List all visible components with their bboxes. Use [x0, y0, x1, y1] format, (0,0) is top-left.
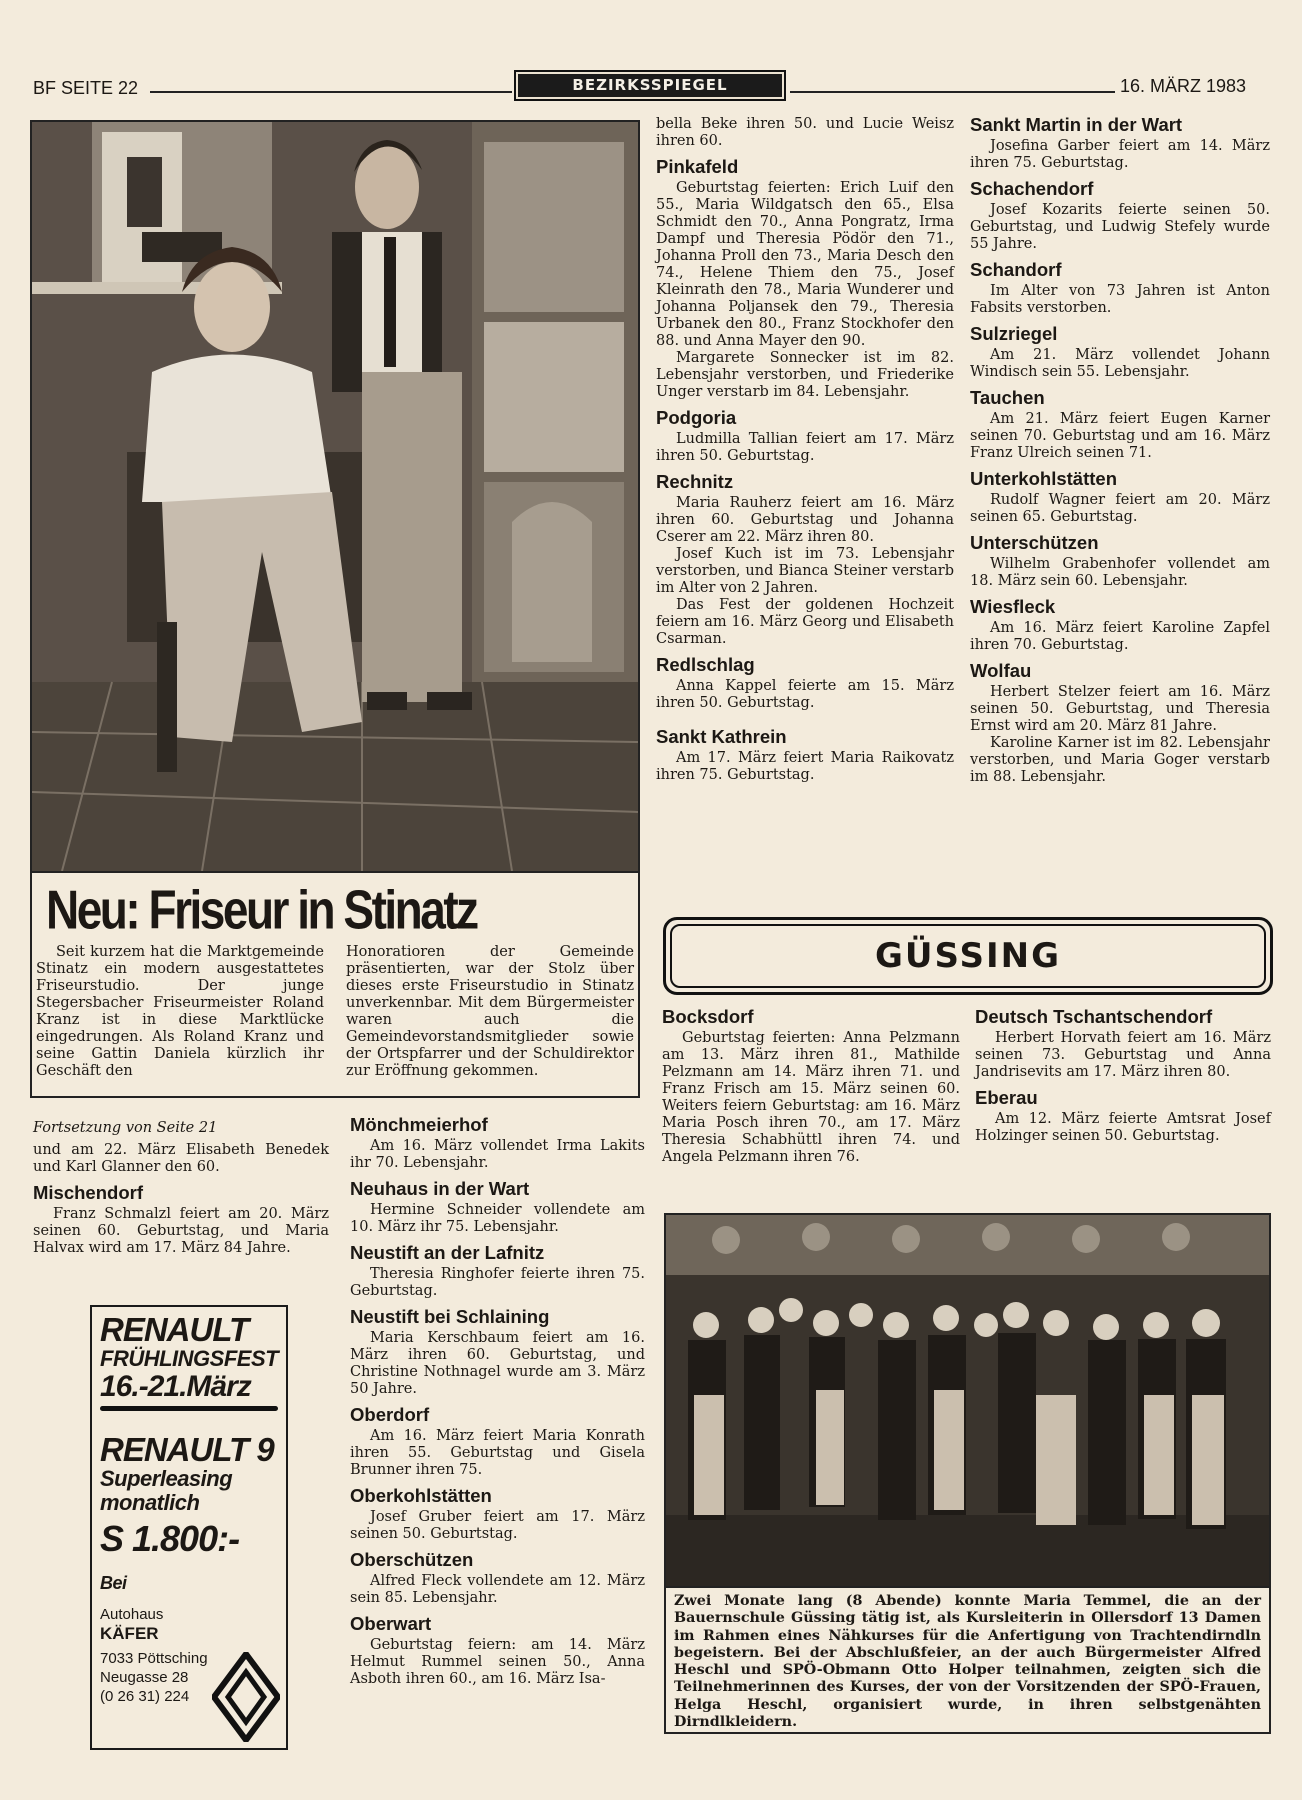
location-heading: Mischendorf: [33, 1182, 143, 1203]
location-heading: Sulzriegel: [970, 323, 1058, 344]
column-left-bottom: [33, 1142, 329, 1257]
ad-model: RENAULT 9: [100, 1431, 274, 1468]
ad-dates: 16.-21.März: [100, 1370, 251, 1403]
text: Maria Kerschbaum feiert am 16. März ihren 60. Geburtstag, und Christine Nothnagel wurde am 3. März 50 Jahre.: [350, 1330, 645, 1397]
text: Am 16. März vollendet Irma Lakits ihr 70. Lebensjahr.: [350, 1138, 645, 1171]
ad-offer: Superleasing: [100, 1466, 233, 1491]
location-heading: Sankt Kathrein: [656, 726, 787, 747]
continuation-note: Fortsetzung von Seite 21: [33, 1120, 218, 1136]
feature-headline: Neu: Friseur in Stinatz: [46, 879, 477, 941]
guessing-title: GÜSSING: [670, 924, 1266, 988]
text: Anna Kappel feierte am 15. März ihren 50. Geburtstag.: [656, 678, 954, 711]
location-heading: Bocksdorf: [662, 1006, 754, 1027]
section-banner: [514, 70, 786, 101]
header-rule-left: [150, 91, 512, 93]
text: Am 21. März feiert Eugen Karner seinen 70. Geburtstag und am 16. März Franz Ulreich seinen 71.: [970, 411, 1270, 461]
location-heading: Oberschützen: [350, 1549, 474, 1570]
location-heading: Wolfau: [970, 660, 1032, 681]
renault-advertisement: [90, 1305, 288, 1750]
text: Josefina Garber feiert am 14. März ihren 75. Geburtstag.: [970, 138, 1270, 171]
location-heading: Podgoria: [656, 407, 737, 428]
text: Herbert Horvath feiert am 16. März seinen 73. Geburtstag und Anna Jandrisevits am 17. März ihren 80.: [975, 1030, 1271, 1080]
text: Alfred Fleck vollendete am 12. März sein 85. Lebensjahr.: [350, 1573, 645, 1606]
ad-brand: RENAULT: [100, 1311, 249, 1348]
location-heading: Unterschützen: [970, 532, 1099, 553]
text: Maria Rauherz feiert am 16. März ihren 60. Geburtstag und Johanna Cserer am 22. März ihren 80.: [656, 495, 954, 545]
section-title: BEZIRKSSPIEGEL: [518, 74, 782, 97]
location-heading: Mönchmeierhof: [350, 1114, 488, 1135]
location-heading: Pinkafeld: [656, 156, 739, 177]
column-right-top: [970, 114, 1270, 786]
ad-event: FRÜHLINGSFEST: [100, 1346, 279, 1371]
location-heading: Neuhaus in der Wart: [350, 1178, 530, 1199]
salon-photo-image: [32, 122, 638, 871]
column-center-top: [656, 116, 954, 784]
guessing-column-2: [975, 1006, 1271, 1145]
ad-price: S 1.800:-: [100, 1518, 240, 1559]
text: Wilhelm Grabenhofer vollendet am 18. März sein 60. Lebensjahr.: [970, 556, 1270, 589]
location-heading: Neustift an der Lafnitz: [350, 1242, 545, 1263]
salon-photo: [30, 120, 640, 873]
location-heading: Redlschlag: [656, 654, 755, 675]
ad-offer-period: monatlich: [100, 1490, 200, 1515]
text: Das Fest der goldenen Hochzeit feiern am 16. März Georg und Elisabeth Csarman.: [656, 597, 954, 647]
location-heading: Deutsch Tschantschendorf: [975, 1006, 1213, 1027]
ad-phone: (0 26 31) 224: [100, 1688, 190, 1705]
ad-at: Bei: [100, 1573, 127, 1593]
text: Am 12. März feierte Amtsrat Josef Holzinger seinen 50. Geburtstag.: [975, 1111, 1271, 1144]
ad-company: KÄFER: [100, 1624, 159, 1643]
ad-address-street: Neugasse 28: [100, 1669, 189, 1686]
text: Theresia Ringhofer feierte ihren 75. Geburtstag.: [350, 1266, 645, 1299]
header-rule-right: [790, 91, 1115, 93]
location-heading: Tauchen: [970, 387, 1045, 408]
location-heading: Sankt Martin in der Wart: [970, 114, 1183, 135]
renault-logo-icon: [212, 1652, 280, 1742]
text: Franz Schmalzl feiert am 20. März seinen 60. Geburtstag, und Maria Halvax wird am 17. März 84 Jahre.: [33, 1206, 329, 1256]
feature-column-1: Seit kurzem hat die Marktgemeinde Stinatz ein modern ausgestattetes Friseurstudio. Der junge Stegersbacher Friseurmeister Roland Kranz ist in diese Marktlücke eingedrungen. Als Roland Kranz und seine Gattin Daniela kürzlich ihr Geschäft den: [36, 944, 324, 1079]
text: Rudolf Wagner feiert am 20. März seinen 65. Geburtstag.: [970, 492, 1270, 525]
text: Am 16. März feiert Maria Konrath ihren 55. Geburtstag und Gisela Brunner ihren 75.: [350, 1428, 645, 1478]
text: Herbert Stelzer feiert am 16. März seinen 50. Geburtstag, und Theresia Ernst wird am 20. März 81 Jahre.: [970, 684, 1270, 734]
page-number: BF SEITE 22: [33, 78, 139, 98]
text: Am 16. März feiert Karoline Zapfel ihren 70. Geburtstag.: [970, 620, 1270, 653]
location-heading: Rechnitz: [656, 471, 734, 492]
text: Karoline Karner ist im 82. Lebensjahr verstorben, und Maria Goger verstarb im 88. Lebensjahr.: [970, 735, 1270, 785]
column-center-bottom: [350, 1114, 645, 1688]
location-heading: Schachendorf: [970, 178, 1094, 199]
text: Josef Gruber feiert am 17. März seinen 50. Geburtstag.: [350, 1509, 645, 1542]
location-heading: Schandorf: [970, 259, 1062, 280]
group-photo: [664, 1213, 1271, 1588]
text: Am 17. März feiert Maria Raikovatz ihren 75. Geburtstag.: [656, 750, 954, 783]
text: Im Alter von 73 Jahren ist Anton Fabsits verstorben.: [970, 283, 1270, 316]
text: Geburtstag feiern: am 14. März Helmut Rummel seinen 50., Anna Asboth ihren 60., am 16. März Isa-: [350, 1637, 645, 1687]
issue-date: 16. MÄRZ 1983: [1120, 76, 1247, 96]
group-photo-caption: Zwei Monate lang (8 Abende) konnte Maria Temmel, die an der Bauernschule Güssing tätig ist, als Kursleiterin in Ollersdorf 13 Damen im Rahmen eines Nähkurses für die Anfertigung von Trachtendirndln begeistern. Bei der Abschlußfeier, an der auch Bürgermeister Alfred Heschl und SPÖ-Obmann Otto Holper teilnahmen, zeigten sich die Teilnehmerinnen des Kurses, der von der Vorsitzenden der SPÖ-Frauen, Helga Heschl, organisiert wurde, in ihren selbstgenähten Dirndlkleidern.: [664, 1586, 1271, 1734]
location-heading: Oberdorf: [350, 1404, 430, 1425]
text: Josef Kozarits feierte seinen 50. Geburtstag, und Ludwig Stefely wurde 55 Jahre.: [970, 202, 1270, 252]
location-heading: Neustift bei Schlaining: [350, 1306, 550, 1327]
text: Geburtstag feierten: Erich Luif den 55., Maria Wildgatsch den 65., Elsa Schmidt den 70., Anna Pongratz, Irma Dampf und Theresia Pödör den 71., Johanna Proll den 73., Maria Desch den 74., Helene Thiem den 75., Josef Kleinrath den 78., Maria Wunderer und Johanna Poljansek den 79., Theresia Urbanek den 80., Franz Stockhofer den 88. und Anna Mayer den 90.: [656, 180, 954, 349]
text: Am 21. März vollendet Johann Windisch sein 55. Lebensjahr.: [970, 347, 1270, 380]
location-heading: Eberau: [975, 1087, 1038, 1108]
text: und am 22. März Elisabeth Benedek und Karl Glanner den 60.: [33, 1142, 329, 1175]
guessing-banner: [663, 917, 1273, 995]
text: Geburtstag feierten: Anna Pelzmann am 13. März ihren 81., Mathilde Pelzmann am 14. März ihren 71. und Franz Frisch am 15. März seinen 60. Weiters feiern Geburtstag: am 16. März Maria Posch ihren 70., am 17. März Theresia Schabhüttl ihren 74. und Angela Pelzmann ihren 76.: [662, 1030, 960, 1165]
text: Ludmilla Tallian feiert am 17. März ihren 50. Geburtstag.: [656, 431, 954, 464]
location-heading: Unterkohlstätten: [970, 468, 1117, 489]
feature-column-2: Honoratioren der Gemeinde präsentierten, war der Stolz über dieses erste Friseurstudio in Stinatz unverkennbar. Mit dem Bürgermeister waren auch die Gemeindevorstandsmitglieder sowie der Ortspfarrer und der Schuldirektor zur Eröffnung gekommen.: [346, 944, 634, 1079]
group-photo-image: [666, 1215, 1269, 1586]
guessing-column-1: [662, 1006, 960, 1166]
location-heading: Oberkohlstätten: [350, 1485, 492, 1506]
ad-company-prefix: Autohaus: [100, 1606, 164, 1623]
text: Josef Kuch ist im 73. Lebensjahr verstorben, und Bianca Steiner verstarb im Alter von 2 Jahren.: [656, 546, 954, 596]
ad-divider: [100, 1406, 278, 1411]
text: Hermine Schneider vollendete am 10. März ihr 75. Lebensjahr.: [350, 1202, 645, 1235]
location-heading: Oberwart: [350, 1613, 432, 1634]
ad-address-city: 7033 Pöttsching: [100, 1650, 208, 1667]
location-heading: Wiesfleck: [970, 596, 1056, 617]
text: bella Beke ihren 50. und Lucie Weisz ihren 60.: [656, 116, 954, 149]
text: Margarete Sonnecker ist im 82. Lebensjahr verstorben, und Friederike Unger verstarb im 84. Lebensjahr.: [656, 350, 954, 400]
